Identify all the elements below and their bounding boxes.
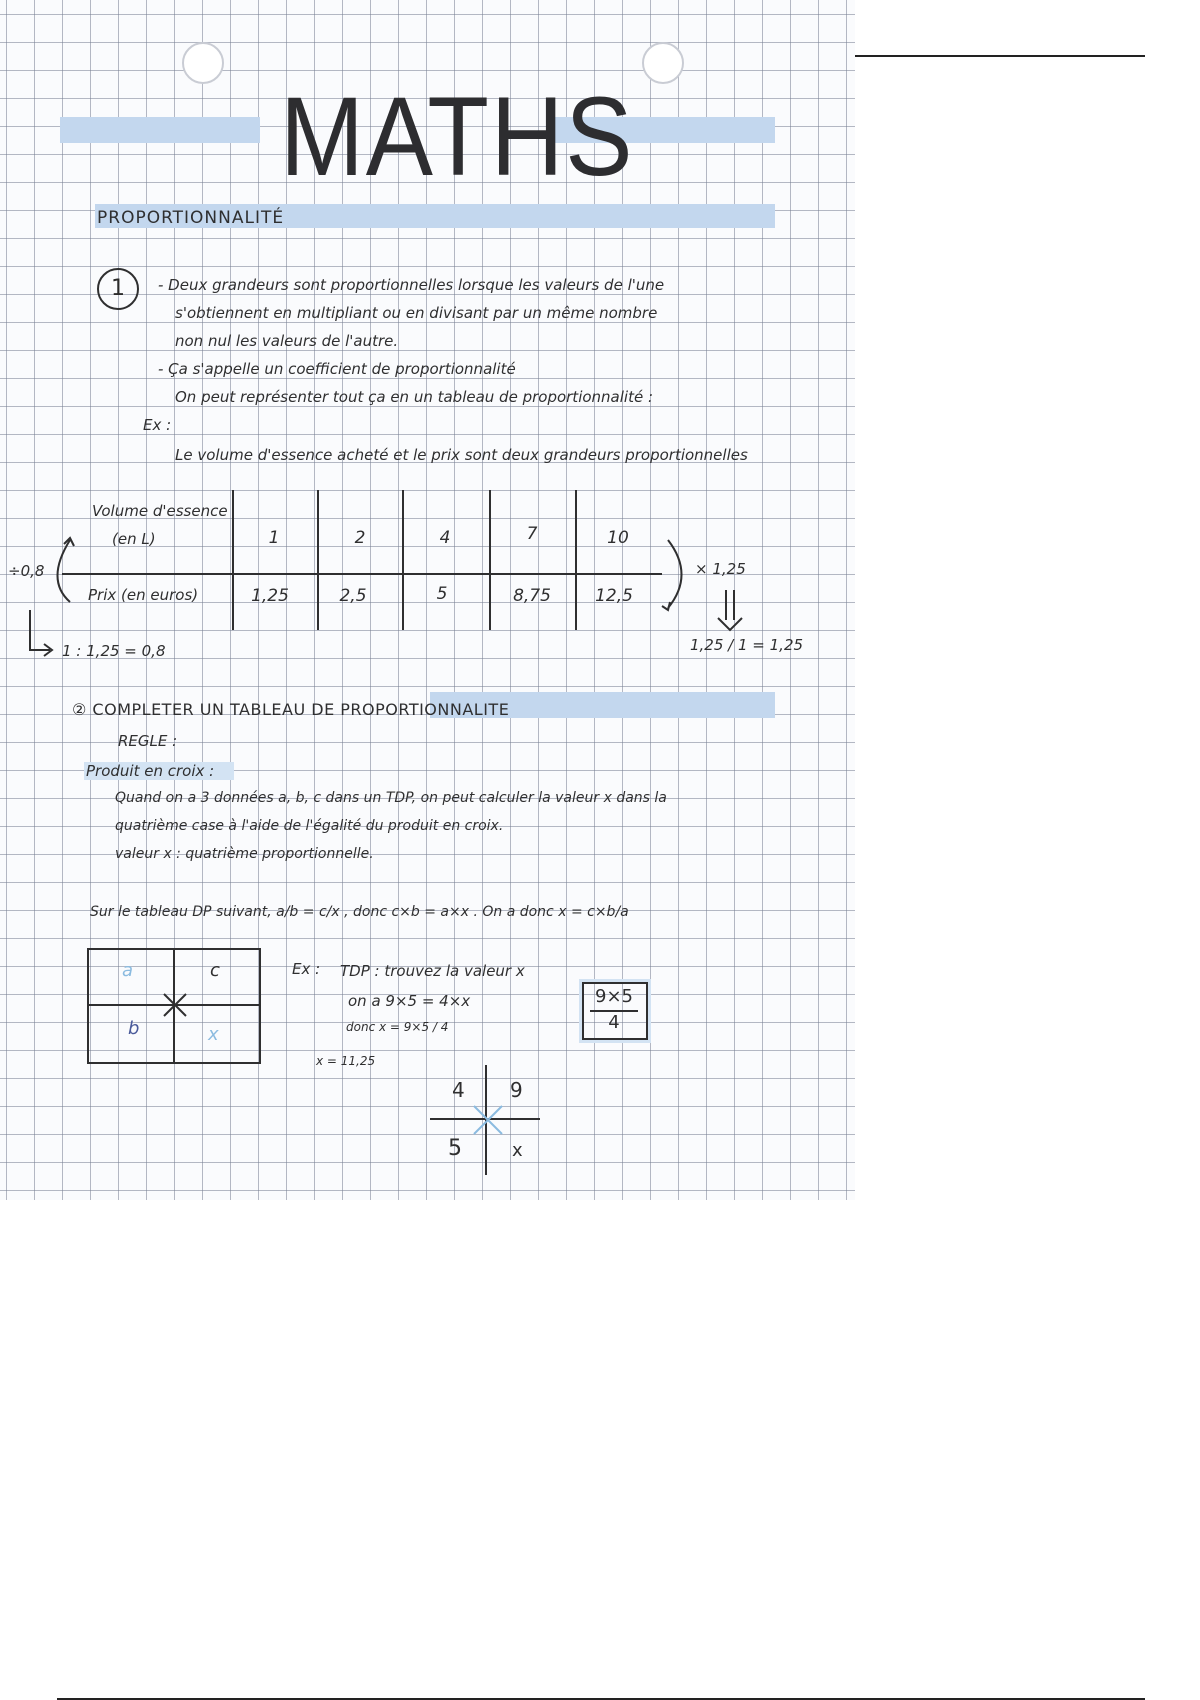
mini-bl: 5 — [448, 1136, 462, 1161]
row-label-volume-unit: (en L) — [112, 530, 156, 548]
example2-line: donc x = 9×5 / 4 — [346, 1020, 449, 1034]
title-highlight-left — [60, 117, 260, 143]
formula-line: Sur le tableau DP suivant, a/b = c/x , donc c×b = a×x . On a donc x = c×b/a — [90, 904, 629, 920]
section2-heading: ② COMPLETER UN TABLEAU DE PROPORTIONNALITE — [72, 700, 510, 719]
example2-result: x = 11,25 — [316, 1054, 376, 1068]
mini-tr: 9 — [510, 1078, 523, 1102]
volume-cell: 7 — [526, 524, 538, 544]
boxed-numerator: 9×5 — [595, 986, 633, 1007]
price-cell: 2,5 — [339, 586, 367, 606]
rule-line: quatrième case à l'aide de l'égalité du produit en croix. — [115, 818, 504, 834]
definition-line: On peut représenter tout ça en un tableau de proportionnalité : — [175, 388, 654, 406]
section-number: 1 — [97, 268, 139, 310]
punch-hole — [642, 42, 684, 84]
left-down-arrow — [30, 610, 50, 650]
right-operation: × 1,25 — [695, 560, 746, 578]
example-text: Le volume d'essence acheté et le prix sont deux grandeurs proportionnelles — [175, 446, 748, 464]
definition-line: non nul les valeurs de l'autre. — [175, 332, 399, 350]
right-double-arrow-head — [718, 618, 742, 630]
volume-cell: 2 — [354, 528, 366, 548]
example2-line: on a 9×5 = 4×x — [348, 992, 471, 1010]
left-calculation: 1 : 1,25 = 0,8 — [62, 642, 166, 660]
rule-label: REGLE : — [118, 732, 178, 750]
right-arrow-head — [662, 602, 670, 610]
price-cell: 12,5 — [595, 586, 633, 606]
volume-cell: 10 — [607, 528, 629, 548]
example2-line: TDP : trouvez la valeur x — [340, 962, 525, 980]
right-calculation: 1,25 / 1 = 1,25 — [690, 636, 804, 654]
grid-a: a — [122, 960, 134, 981]
row-label-price: Prix (en euros) — [88, 586, 199, 604]
cross-icon — [160, 990, 190, 1020]
rule-line: Quand on a 3 données a, b, c dans un TDP, on peut calculer la valeur x dans la — [115, 790, 667, 806]
left-bracket-arrow — [58, 540, 71, 602]
right-bracket-arrow — [668, 540, 682, 608]
price-cell: 1,25 — [251, 586, 289, 606]
left-operation: ÷0,8 — [8, 562, 45, 580]
definition-line: s'obtiennent en multipliant ou en divisant par un même nombre — [175, 304, 658, 322]
example2-label: Ex : — [292, 960, 321, 978]
mini-tl: 4 — [452, 1078, 465, 1102]
volume-cell: 1 — [268, 528, 280, 548]
top-rule — [855, 55, 1145, 57]
definition-line: - Ça s'appelle un coefficient de proportionnalité — [158, 360, 516, 378]
page-title: MATHS — [280, 74, 635, 199]
grid-b: b — [128, 1018, 140, 1039]
rule-line: valeur x : quatrième proportionnelle. — [115, 846, 374, 862]
volume-cell: 4 — [439, 528, 451, 548]
row-label-volume: Volume d'essence — [92, 502, 228, 520]
example-label: Ex : — [143, 416, 172, 434]
right-double-arrow — [726, 590, 734, 620]
cross-product-label: Produit en croix : — [86, 762, 215, 780]
price-cell: 8,75 — [513, 586, 551, 606]
mini-br: x — [512, 1140, 523, 1161]
grid-c: c — [210, 960, 220, 981]
punch-hole — [182, 42, 224, 84]
grid-x: x — [208, 1024, 219, 1045]
definition-line: - Deux grandeurs sont proportionnelles lorsque les valeurs de l'une — [158, 276, 665, 294]
mini-cross-icon — [468, 1100, 508, 1140]
boxed-denominator: 4 — [608, 1012, 620, 1033]
section1-heading: PROPORTIONNALITÉ — [97, 208, 285, 228]
price-cell: 5 — [436, 584, 448, 604]
